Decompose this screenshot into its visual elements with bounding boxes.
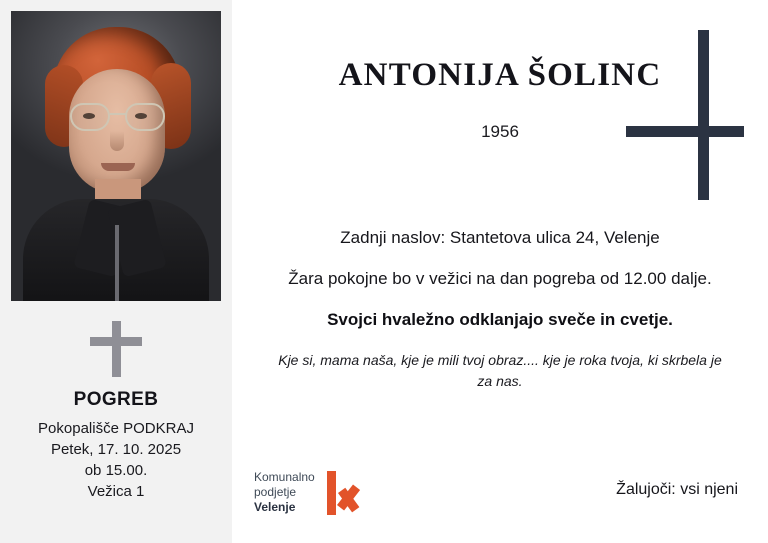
cross-icon: [626, 30, 746, 200]
portrait-nose: [110, 131, 124, 151]
company-logo-text: [254, 470, 315, 515]
deceased-name: ANTONIJA ŠOLINC: [338, 57, 662, 93]
right-panel: [232, 0, 768, 543]
company-mark-icon: [325, 471, 365, 515]
funeral-chapel: Vežica 1: [87, 483, 145, 500]
funeral-date: Petek, 17. 10. 2025: [50, 441, 182, 458]
last-address: Zadnji naslov: Stantetova ulica 24, Velenje: [340, 228, 660, 247]
deceased-year: 1956: [481, 122, 519, 141]
funeral-details: [38, 418, 194, 502]
urn-info: Žara pokojne bo v vežici na dan pogreba od 12.00 dalje.: [288, 269, 712, 288]
no-flowers-note: Svojci hvaležno odklanjajo sveče in cvetje.: [327, 310, 673, 329]
cross-icon: [88, 321, 144, 377]
left-panel: [0, 0, 232, 543]
memorial-verse: Kje si, mama naša, kje je mili tvoj obraz.... kje je roka tvoja, ki skrbela je za nas.: [278, 352, 722, 389]
notice-body: [254, 228, 746, 392]
company-line-3: Velenje: [254, 500, 296, 514]
mourners-line: Žalujoči: vsi njeni: [616, 481, 738, 498]
portrait-zipper: [115, 225, 119, 301]
portrait-mouth: [101, 163, 135, 171]
portrait-photo: [11, 11, 221, 301]
glasses-icon: [69, 103, 167, 133]
company-line-1: Komunalno: [254, 470, 315, 484]
funeral-cemetery: Pokopališče PODKRAJ: [38, 420, 194, 437]
company-line-2: podjetje: [254, 485, 297, 499]
funeral-time: ob 15.00.: [84, 462, 148, 479]
company-logo: [254, 470, 365, 515]
funeral-heading: POGREB: [73, 389, 159, 410]
